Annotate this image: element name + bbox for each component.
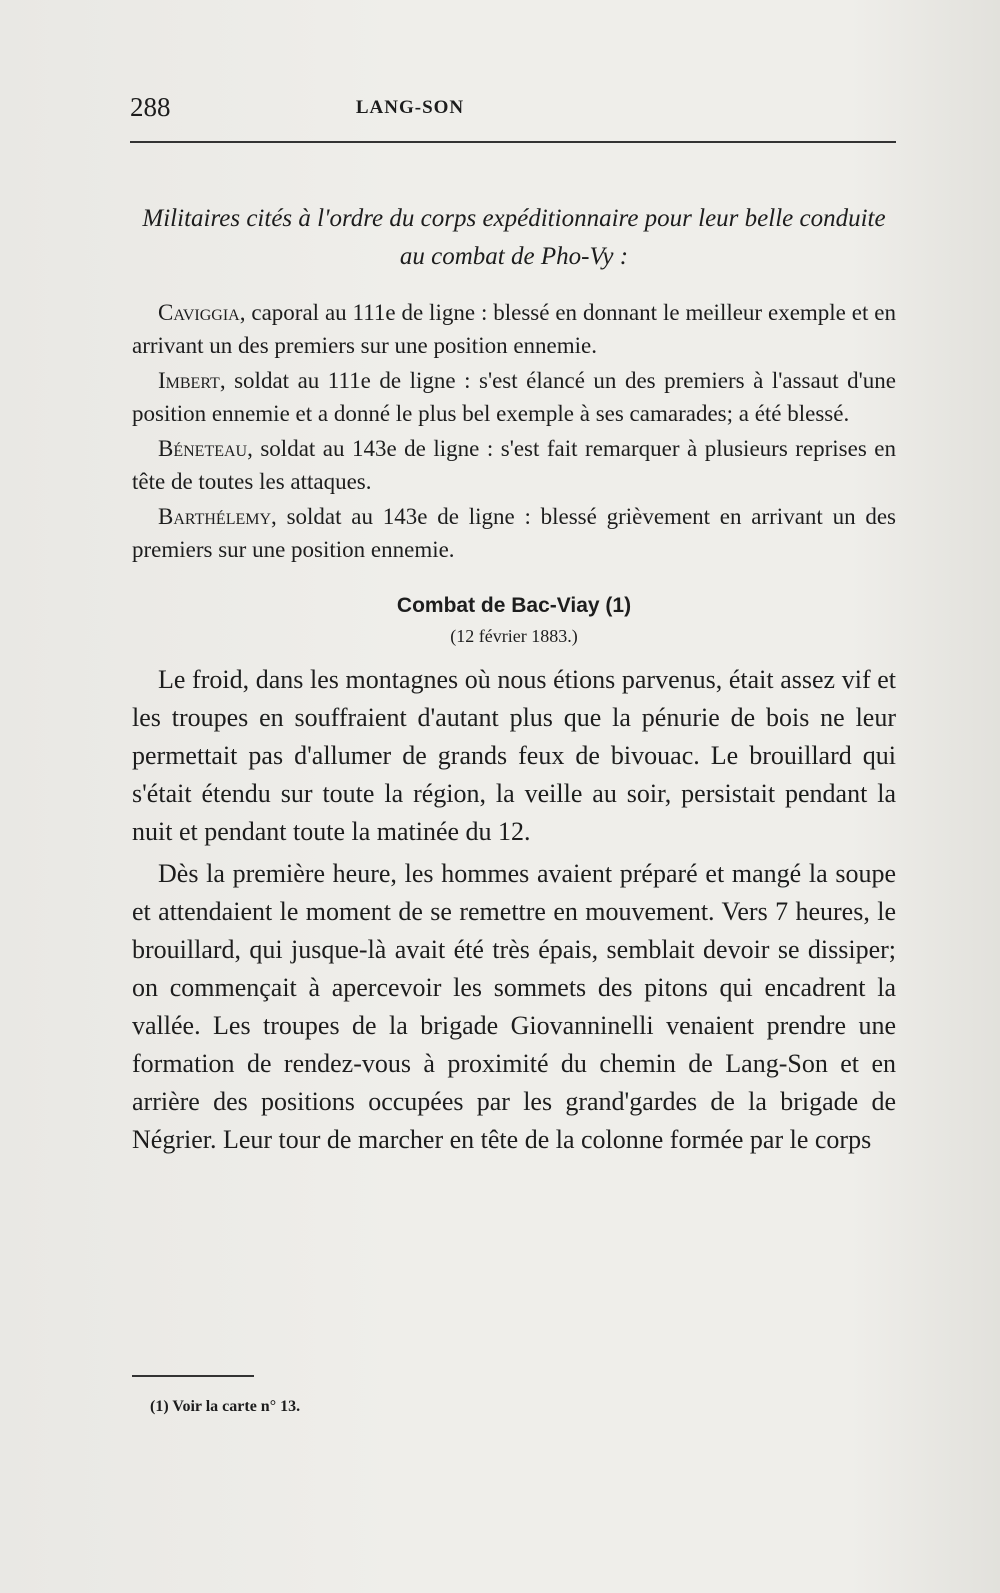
page-body <box>132 200 896 1163</box>
citation-name: Imbert <box>158 368 220 393</box>
page-header <box>130 92 896 128</box>
body-paragraph: Dès la première heure, les hommes avaient préparé et mangé la soupe et attendaient le moment de se remettre en mouvement. Vers 7 heures, le brouillard, qui jusque-là avait été très épais, semblait devoir se dissiper; on commençait à apercevoir les sommets des pitons qui encadrent la vallée. Les troupes de la brigade Giovanninelli venaient prendre une formation de rendez-vous à proximité du chemin de Lang-Son et en arrière des positions occupées par les grand'gardes de la brigade de Négrier. Leur tour de marcher en tête de la colonne formée par le corps <box>132 859 896 1154</box>
header-rule <box>130 141 896 143</box>
citation-text: , caporal au 111e de ligne : blessé en donnant le meilleur exemple et en arrivant un des premiers sur une position ennemie. <box>132 300 896 358</box>
citation-title: Militaires cités à l'ordre du corps expéditionnaire pour leur belle conduite au combat de Pho-Vy : <box>142 205 886 270</box>
citation-entry <box>132 364 896 430</box>
section-date: (12 février 1883.) <box>450 626 578 646</box>
footnote: (1) Voir la carte n° 13. <box>150 1398 301 1415</box>
citation-entry <box>132 296 896 362</box>
citation-name: Béneteau <box>158 436 248 461</box>
body-paragraph: Le froid, dans les montagnes où nous étions parvenus, était assez vif et les troupes en souffraient d'autant plus que la pénurie de bois ne leur permettait pas d'allumer de grands feux de bivouac. Le brouillard qui s'était étendu sur toute la région, la veille au soir, persistait pendant la nuit et pendant toute la matinée du 12. <box>132 665 896 846</box>
citation-name: Caviggia <box>158 300 240 325</box>
footnote-rule <box>132 1375 254 1377</box>
citation-entry <box>132 432 896 498</box>
page-number: 288 <box>130 92 171 122</box>
section-title: Combat de Bac-Viay (1) <box>396 594 632 617</box>
citation-text: , soldat au 111e de ligne : s'est élancé un des premiers à l'assaut d'une position ennemie et a donné le plus bel exemple à ses camarades; a été blessé. <box>132 368 896 426</box>
citation-text: , soldat au 143e de ligne : blessé grièvement en arrivant un des premiers sur une position ennemie. <box>132 504 896 562</box>
citation-entry <box>132 500 896 566</box>
citation-name: Barthélemy <box>158 504 272 529</box>
citation-text: , soldat au 143e de ligne : s'est fait remarquer à plusieurs reprises en tête de toutes les attaques. <box>132 436 896 494</box>
running-head: LANG-SON <box>355 97 465 118</box>
